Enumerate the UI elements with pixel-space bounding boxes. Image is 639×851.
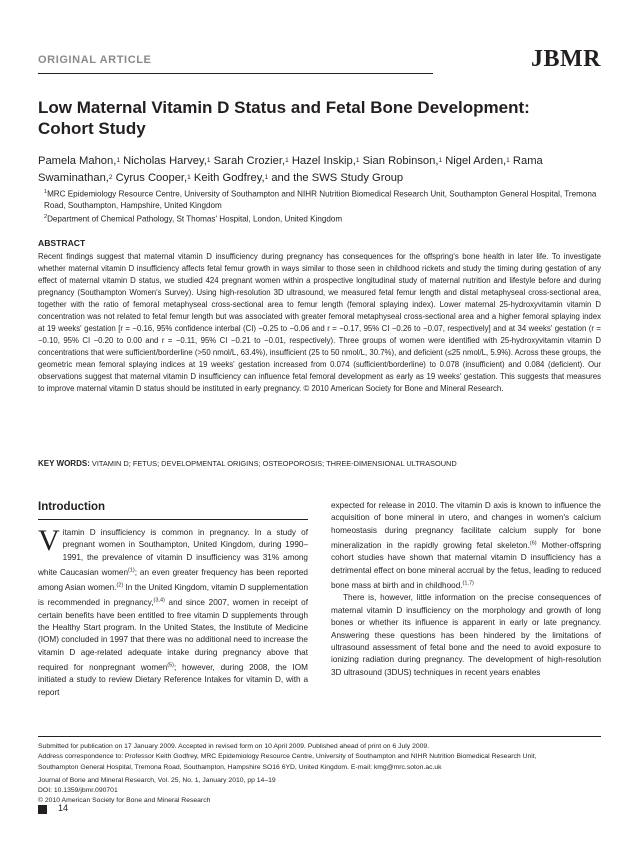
copyright: © 2010 American Society for Bone and Mineral Research bbox=[38, 797, 211, 805]
author-name: Hazel Inskip, bbox=[291, 155, 356, 167]
author-name: Keith Godfrey, bbox=[193, 172, 265, 184]
text-run: ; an even greater frequency has been reported among Asian women. bbox=[38, 567, 308, 593]
introduction-heading: Introduction bbox=[38, 501, 106, 513]
author-affiliation-ref: 1 bbox=[355, 157, 360, 164]
journal-citation: Journal of Bone and Mineral Research, Vol. 25, No. 1, January 2010, pp 14–19 bbox=[38, 776, 276, 784]
author-name: Sarah Crozier, bbox=[213, 155, 286, 167]
author-list bbox=[38, 153, 601, 187]
affiliation-1 bbox=[44, 187, 604, 212]
introduction-rule bbox=[38, 519, 308, 520]
body-column-2 bbox=[331, 500, 601, 679]
author-name: Cyrus Cooper, bbox=[115, 172, 188, 184]
section-label: ORIGINAL ARTICLE bbox=[38, 54, 152, 66]
affiliation-2-number: 2 bbox=[44, 214, 48, 220]
abstract-heading: ABSTRACT bbox=[38, 238, 86, 248]
citation-ref: (1) bbox=[128, 567, 135, 574]
text-run: In the United Kingdom, vitamin D supplementation is recommended in pregnancy, bbox=[38, 583, 309, 608]
text-run: ; however, during 2008, the IOM initiated a study to review Dietary Reference Intakes for vitamin D, with a report bbox=[38, 663, 308, 697]
affiliation-1-number: 1 bbox=[44, 189, 48, 195]
author-name: Nicholas Harvey, bbox=[123, 155, 207, 167]
journal-logo: JBMR bbox=[531, 46, 601, 72]
submission-dates: Submitted for publication on 17 January 2009. Accepted in revised form on 10 April 2009. Published ahead of print on 6 July 2009. bbox=[38, 743, 430, 750]
citation-ref: (6) bbox=[529, 540, 537, 547]
author-affiliation-ref: 1 bbox=[264, 174, 269, 181]
page-number: 14 bbox=[58, 803, 69, 813]
affiliation-2 bbox=[44, 212, 604, 225]
footnotes bbox=[38, 742, 601, 807]
page-marker-square bbox=[38, 805, 47, 814]
author-name: Rama Swaminathan, bbox=[38, 155, 543, 184]
keywords bbox=[38, 459, 601, 468]
drop-cap: V bbox=[38, 524, 60, 557]
affiliation-2-text: Department of Chemical Pathology, St Thomas' Hospital, London, United Kingdom bbox=[47, 214, 343, 224]
author-affiliation-ref: 1 bbox=[506, 157, 510, 164]
intro-paragraph-2: There is, however, little information on the precise consequences of maternal vitamin D insufficiency on the morphology and growth of long bones or whether its influence is apparent in early or late pregnancy. Answering these questions has been hindered by the limitations of ultrasound assessment of fetal bone and the need to avoid exposure to ionizing radiation during pregnancy. The development of high-resolution 3D ultrasound (3DUS) techniques in recent years enables bbox=[331, 593, 601, 677]
author-affiliation-ref: 1 bbox=[438, 157, 443, 164]
body-column-1 bbox=[38, 524, 309, 699]
text-run: expected for release in 2010. The vitamin D axis is known to influence the acquisition of bone mineral in utero, and changes in women's calcium homeostasis during pregnancy facilitate calcium supply for bone mineralization in the rapidly growing fetal skeleton. bbox=[331, 501, 601, 550]
article-title: Low Maternal Vitamin D Status and Fetal Bone Development: Cohort Study bbox=[38, 98, 530, 138]
footnote-rule bbox=[38, 736, 601, 737]
text-run: Mother-offspring cohort studies have shown that maternal vitamin D insufficiency has a detrimental effect on bone mineral accrual by the fetus, leading to reduced bone mass at birth and in childhood. bbox=[331, 540, 601, 590]
author-affiliation-ref: 1 bbox=[187, 174, 191, 181]
citation-ref: (5) bbox=[167, 662, 175, 669]
affiliation-1-text: MRC Epidemiology Resource Centre, University of Southampton and NIHR Nutrition Biomedical Research Unit, Southampton General Hospital, Tremona Road, Southampton, Hampshire, United Kingdom bbox=[44, 189, 597, 211]
doi: DOI: 10.1359/jbmr.090701 bbox=[38, 787, 118, 795]
author-affiliation-ref: 2 bbox=[108, 174, 113, 181]
author-name: Sian Robinson, bbox=[362, 155, 439, 167]
text-run: itamin D insufficiency is common in pregnancy. In a study of pregnant women in Southampton, United Kingdom, during 1990–1991, the prevalence of vitamin D insufficiency was 31% among white Caucasian women bbox=[38, 528, 308, 577]
text-run: and since 2007, women in receipt of certain benefits have been entitled to free vitamin D supplements through the Healthy Start program. In the United States, the Institute of Medicine (IOM) concluded in 1997 that there was no additional need to increase the vitamin D age-related adequate intake during pregnancy above that required for nonpregnant women bbox=[38, 598, 308, 672]
author-name: and the SWS Study Group bbox=[271, 172, 404, 184]
article-header bbox=[38, 46, 601, 78]
author-affiliation-ref: 1 bbox=[285, 157, 289, 164]
author-name: Pamela Mahon, bbox=[38, 155, 117, 167]
author-affiliation-ref: 1 bbox=[116, 157, 120, 164]
intro-paragraph-1 bbox=[38, 524, 309, 697]
author-name: Nigel Arden, bbox=[445, 155, 507, 167]
intro-paragraph-1-continued bbox=[331, 501, 601, 590]
keywords-heading: KEY WORDS: bbox=[38, 459, 90, 468]
correspondence-line-1: Address correspondence to: Professor Keith Godfrey, MRC Epidemiology Resource Centre, University of Southampton and NIHR Nutrition Biomedical Research Unit, bbox=[38, 753, 537, 761]
abstract-text: Recent findings suggest that maternal vitamin D insufficiency during pregnancy has consequences for the offspring's bone health in later life. To investigate whether maternal vitamin D insufficiency affects fetal femur growth in ways similar to those seen in childhood rickets and study the timing during gestation of any effect of maternal vitamin D status, we studied 424 pregnant women within a prospective longitudinal study of maternal nutrition and lifestyle before and during pregnancy (Southampton Women's Survey). Using high-resolution 3D ultrasound, we measured fetal femur length and distal metaphyseal cross-sectional area, together with the ratio of femoral metaphyseal cross-sectional area to femur length (femoral splaying index). Lower maternal 25-hydroxyvitamin vitamin D concentration was not related to fetal femur length but was associated with greater femoral metaphyseal cross-sectional area and a higher femoral splaying index at 19 weeks' gestation [r = −0.16, 95% confidence interbal (CI) −0.25 to −0.06 and r = −0.17, 95% CI −0.26 to −0.07, respectively] and at 34 weeks' gestation (r = −0.10, 95% CI −0.20 to 0.00 and r = −0.11, 95% CI −0.21 to −0.01, respectively). Three groups of women were identified with 25-hydroxyvitamin vitamin D concentrations that were sufficient/borderline (>50 nmol/L, 63.4%), insufficient (25 to 50 nmol/L, 30.7%), and deficient (≤25 nmol/L, 5.9%). Across these groups, the geometric mean femoral splaying indices at 19 weeks' gestation increased from 0.074 (sufficient/borderline) to 0.078 (insufficient) and 0.084 (deficient). Our observations suggest that maternal vitamin D insufficiency can influence fetal femoral development as early as 19 weeks' gestation. This suggests that measures to improve maternal vitamin D status should be instituted in early pregnancy. © 2010 American Society for Bone and Mineral Research. bbox=[38, 252, 601, 393]
citation-ref: (2) bbox=[116, 582, 124, 589]
author-affiliation-ref: 1 bbox=[206, 157, 211, 164]
header-rule bbox=[38, 73, 433, 74]
correspondence-line-2: Southampton General Hospital, Tremona Road, Southampton, Hampshire SO16 6YD, United Kingdom. E-mail: kmg@mrc.soton.ac.uk bbox=[38, 763, 442, 771]
citation-ref: (1,7) bbox=[462, 580, 474, 587]
citation-ref: (3,4) bbox=[153, 597, 165, 604]
keywords-text: VITAMIN D; FETUS; DEVELOPMENTAL ORIGINS; OSTEOPOROSIS; THREE-DIMENSIONAL ULTRASOUND bbox=[91, 459, 457, 468]
